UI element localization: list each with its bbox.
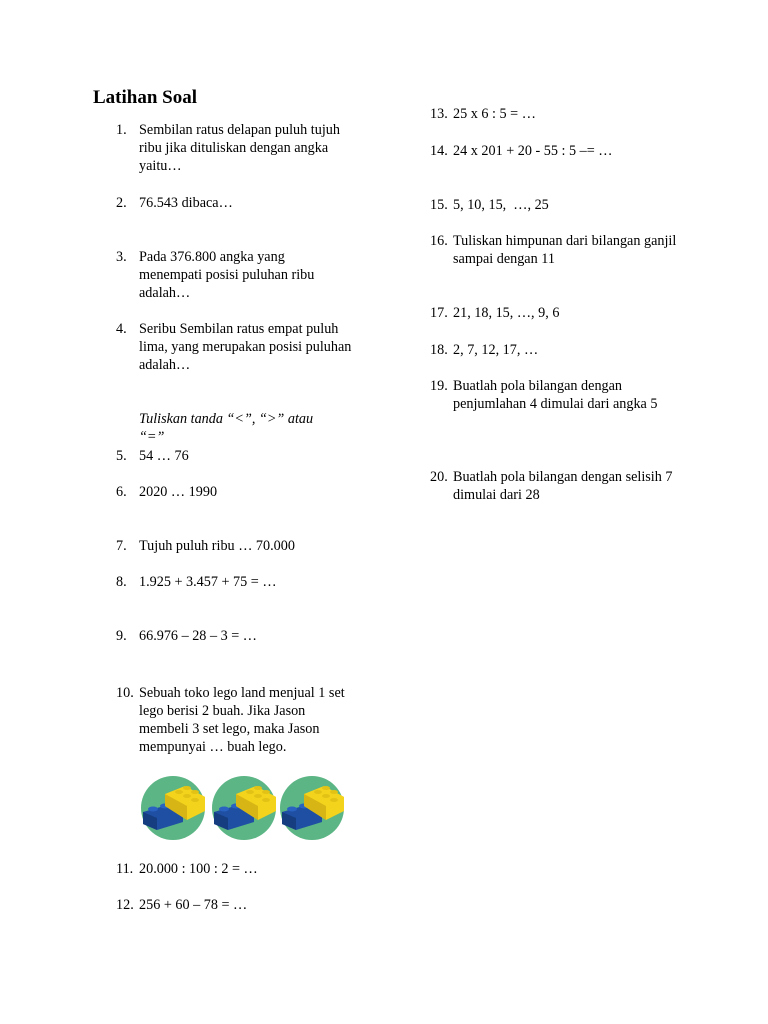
question-number: 18. <box>430 342 448 358</box>
question-number: 15. <box>430 197 448 213</box>
question-number: 1. <box>116 122 127 138</box>
question-text: Buatlah pola bilangan dengan penjumlahan 4 dimulai dari angka 5 <box>453 378 658 412</box>
question-number: 7. <box>116 538 127 554</box>
question-number: 13. <box>430 106 448 122</box>
question-text: 54 … 76 <box>139 448 189 464</box>
question-8 <box>116 573 362 591</box>
question-16 <box>430 232 680 268</box>
question-6 <box>116 483 362 501</box>
question-text: 24 x 201 + 20 - 55 : 5 –= … <box>453 143 613 159</box>
question-text: Tuliskan himpunan dari bilangan ganjil sampai dengan 11 <box>453 233 677 267</box>
question-text: Seribu Sembilan ratus empat puluh lima, yang merupakan posisi puluhan adalah… <box>139 321 352 373</box>
page-title: Latihan Soal <box>93 87 198 108</box>
question-19 <box>430 377 680 413</box>
lego-bricks-icon <box>280 776 344 840</box>
question-text: 2, 7, 12, 17, … <box>453 342 539 358</box>
lego-bricks-icon <box>212 776 276 840</box>
question-number: 2. <box>116 195 127 211</box>
question-text: Sembilan ratus delapan puluh tujuh ribu jika dituliskan dengan angka yaitu… <box>139 122 340 174</box>
question-number: 20. <box>430 469 448 485</box>
question-4 <box>116 320 362 374</box>
question-20 <box>430 468 680 504</box>
question-5 <box>116 447 362 465</box>
comparison-instruction: Tuliskan tanda “<”, “>” atau “=” <box>139 411 314 445</box>
question-14 <box>430 142 680 160</box>
question-text: 5, 10, 15, …, 25 <box>453 197 549 213</box>
question-3 <box>116 248 346 302</box>
question-text: 2020 … 1990 <box>139 484 218 500</box>
question-number: 14. <box>430 143 448 159</box>
question-text: 1.925 + 3.457 + 75 = … <box>139 574 277 590</box>
question-text: Tujuh puluh ribu … 70.000 <box>139 538 295 554</box>
question-15 <box>430 196 680 214</box>
question-number: 5. <box>116 448 127 464</box>
question-number: 11. <box>116 861 134 877</box>
question-text: Pada 376.800 angka yang menempati posisi puluhan ribu adalah… <box>139 249 315 301</box>
question-text: 20.000 : 100 : 2 = … <box>139 861 258 877</box>
question-text: 66.976 – 28 – 3 = … <box>139 628 257 644</box>
question-13 <box>430 105 680 123</box>
question-number: 8. <box>116 574 127 590</box>
lego-bricks-icon <box>141 776 205 840</box>
question-10 <box>116 684 352 756</box>
question-7 <box>116 537 362 555</box>
question-text: 25 x 6 : 5 = … <box>453 106 536 122</box>
question-number: 10. <box>116 685 134 701</box>
question-number: 17. <box>430 305 448 321</box>
question-text: 76.543 dibaca… <box>139 195 233 211</box>
question-text: 256 + 60 – 78 = … <box>139 897 248 913</box>
question-text: Buatlah pola bilangan dengan selisih 7 dimulai dari 28 <box>453 469 673 503</box>
question-number: 16. <box>430 233 448 249</box>
question-number: 12. <box>116 897 134 913</box>
question-number: 6. <box>116 484 127 500</box>
question-11 <box>116 860 362 878</box>
question-12 <box>116 896 362 914</box>
question-17 <box>430 304 680 322</box>
question-number: 4. <box>116 321 127 337</box>
question-number: 19. <box>430 378 448 394</box>
question-number: 3. <box>116 249 127 265</box>
question-2 <box>116 194 362 212</box>
question-text: 21, 18, 15, …, 9, 6 <box>453 305 560 321</box>
question-number: 9. <box>116 628 127 644</box>
question-1 <box>116 121 362 175</box>
question-text: Sebuah toko lego land menjual 1 set lego berisi 2 buah. Jika Jason membeli 3 set lego, maka Jason mempunyai … buah lego. <box>139 685 345 755</box>
lego-illustration <box>141 776 345 840</box>
question-18 <box>430 341 680 359</box>
question-9 <box>116 627 362 645</box>
